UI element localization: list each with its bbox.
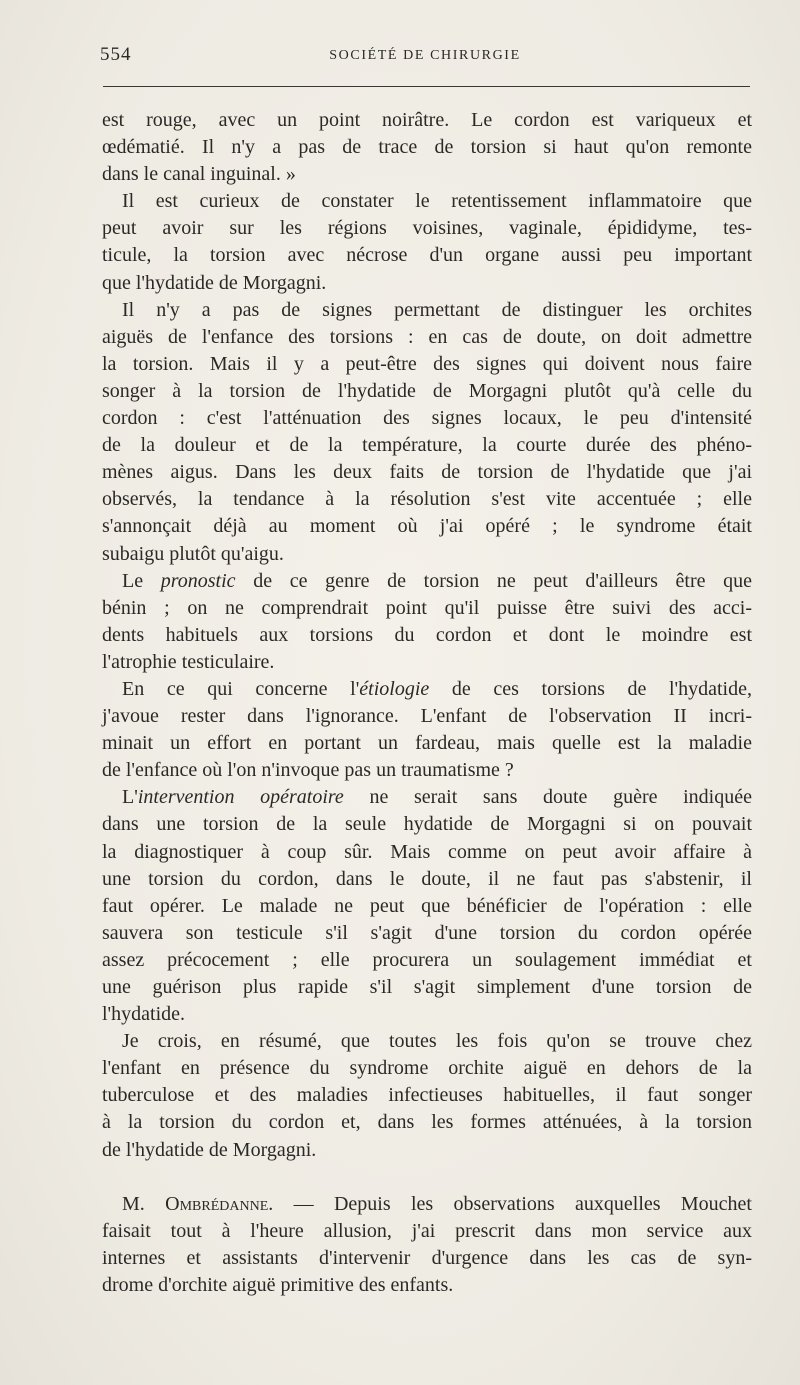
text-line: une guérison plus rapide s'il s'agit simplement d'une torsion de xyxy=(102,976,752,998)
text-line-etiologie xyxy=(102,676,752,703)
text-line: observés, la tendance à la résolution s'est vite accentuée ; elle xyxy=(102,488,752,511)
text-line: une torsion du cordon, dans le doute, il ne faut pas s'abstenir, il xyxy=(102,867,752,890)
text-line: drome d'orchite aiguë primitive des enfants. xyxy=(102,1273,454,1296)
text-line: la diagnostiquer à coup sûr. Mais comme on peut avoir affaire à xyxy=(102,840,752,863)
speaker-name: Ombrédanne xyxy=(165,1192,269,1215)
page-header xyxy=(100,44,750,74)
body-text xyxy=(102,107,752,1299)
italic-term: pronostic xyxy=(160,569,236,592)
text-line: l'atrophie testiculaire. xyxy=(102,650,275,673)
text-line: internes et assistants d'intervenir d'urgence dans les cas de syn- xyxy=(102,1246,752,1269)
page-number: 554 xyxy=(100,44,132,65)
text-segment: Le xyxy=(122,569,161,592)
text-line: l'hydatide. xyxy=(102,1003,186,1026)
text-line: à la torsion du cordon et, dans les formes atténuées, à la torsion xyxy=(102,1111,752,1134)
text-line-intervention xyxy=(102,784,752,811)
text-line: dans le canal inguinal. » xyxy=(102,163,296,186)
text-line: dents habituels aux torsions du cordon et dont le moindre est xyxy=(102,623,752,646)
text-line-pronostic xyxy=(102,568,752,595)
text-line: minait un effort en portant un fardeau, mais quelle est la maladie xyxy=(102,732,752,755)
text-line: Il est curieux de constater le retentissement inflammatoire que xyxy=(122,190,752,213)
text-line: bénin ; on ne comprendrait point qu'il puisse être suivi des acci- xyxy=(102,596,752,619)
text-line: aiguës de l'enfance des torsions : en cas de doute, on doit admettre xyxy=(102,325,752,348)
text-line: mènes aigus. Dans les deux faits de torsion de l'hydatide que j'ai xyxy=(102,461,752,484)
text-line: dans une torsion de la seule hydatide de Morgagni si on pouvait xyxy=(102,813,752,836)
text-line: assez précocement ; elle procurera un soulagement immédiat et xyxy=(102,948,752,971)
paragraph-gap xyxy=(102,1164,752,1191)
text-segment: M. xyxy=(122,1192,166,1215)
text-segment: L' xyxy=(122,786,138,809)
text-line: peut avoir sur les régions voisines, vaginale, épididyme, tes- xyxy=(102,217,752,240)
text-line: de la douleur et de la température, la courte durée des phéno- xyxy=(102,434,752,457)
running-title: SOCIÉTÉ DE CHIRURGIE xyxy=(329,48,521,63)
text-line: songer à la torsion de l'hydatide de Morgagni plutôt qu'à celle du xyxy=(102,379,752,402)
text-line: de l'hydatide de Morgagni. xyxy=(102,1138,317,1161)
text-line: Je crois, en résumé, que toutes les fois qu'on se trouve chez xyxy=(122,1030,752,1053)
text-line: la torsion. Mais il y a peut-être des signes qui doivent nous faire xyxy=(102,352,752,375)
text-line: faisait tout à l'heure allusion, j'ai prescrit dans mon service aux xyxy=(102,1219,752,1242)
text-line: j'avoue rester dans l'ignorance. L'enfant de l'observation II incri- xyxy=(102,705,752,728)
text-segment: ne serait sans doute guère indiquée xyxy=(343,786,752,809)
text-line: œdématié. Il n'y a pas de trace de torsion si haut qu'on remonte xyxy=(102,136,752,159)
text-line: que l'hydatide de Morgagni. xyxy=(102,271,327,294)
text-segment: En ce qui concerne l' xyxy=(122,677,360,700)
italic-term: intervention opératoire xyxy=(137,786,344,809)
text-segment: . — Depuis les observations auxquelles Mouchet xyxy=(268,1192,752,1215)
text-line: s'annonçait déjà au moment où j'ai opéré ; le syndrome était xyxy=(102,515,752,538)
text-line: Il n'y a pas de signes permettant de distinguer les orchites xyxy=(122,298,752,321)
text-line: ticule, la torsion avec nécrose d'un organe aussi peu important xyxy=(102,244,752,267)
text-line: sauvera son testicule s'il s'agit d'une torsion du cordon opérée xyxy=(102,921,752,944)
text-line: subaigu plutôt qu'aigu. xyxy=(102,542,284,565)
text-line: faut opérer. Le malade ne peut que bénéficier de l'opération : elle xyxy=(102,894,752,917)
text-line: cordon : c'est l'atténuation des signes locaux, le peu d'intensité xyxy=(102,407,752,430)
text-line-discussion xyxy=(102,1191,752,1218)
italic-term: étiologie xyxy=(359,677,430,700)
text-line: est rouge, avec un point noirâtre. Le cordon est variqueux et xyxy=(102,109,752,131)
text-segment: de ces torsions de l'hydatide, xyxy=(429,677,752,700)
text-line: de l'enfance où l'on n'invoque pas un traumatisme ? xyxy=(102,759,514,782)
text-line: tuberculose et des maladies infectieuses habituelles, il faut songer xyxy=(102,1084,752,1107)
text-segment: de ce genre de torsion ne peut d'ailleurs être que xyxy=(235,569,753,592)
header-rule xyxy=(103,86,750,87)
text-line: l'enfant en présence du syndrome orchite aiguë en dehors de la xyxy=(102,1057,752,1080)
